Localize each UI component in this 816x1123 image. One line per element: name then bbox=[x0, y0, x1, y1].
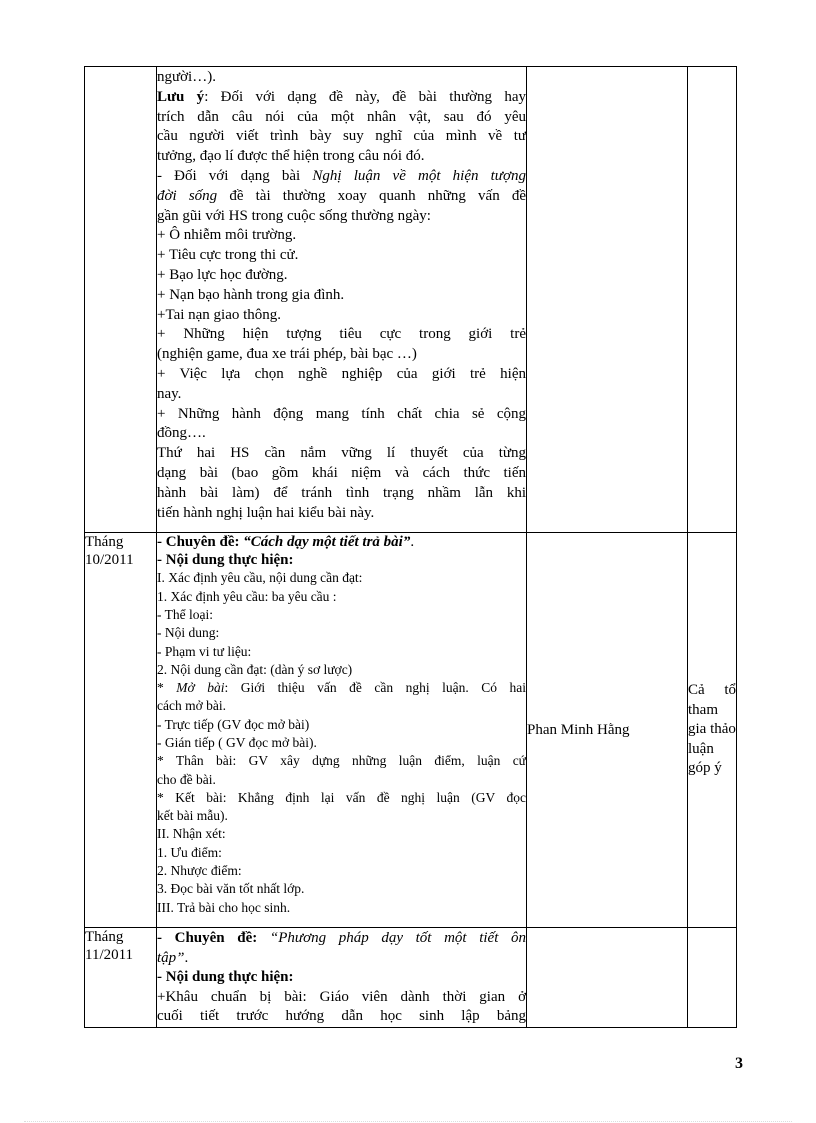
content-line: - Trực tiếp (GV đọc mở bài) bbox=[157, 716, 310, 732]
content-cell bbox=[157, 927, 527, 1027]
content-line: nay. bbox=[157, 385, 182, 402]
content-cell bbox=[157, 533, 527, 928]
month-cell: Tháng 11/2011 bbox=[85, 927, 157, 1027]
person-cell: Phan Minh Hằng bbox=[527, 533, 688, 928]
note-first-line: Cả tổ bbox=[688, 682, 736, 699]
content-line: + Việc lựa chọn nghề nghiệp của giới trẻ hiện bbox=[157, 365, 526, 382]
table-row bbox=[85, 927, 737, 1027]
content-line: + Những hành động mang tính chất chia sẻ cộng bbox=[157, 405, 526, 422]
page-divider bbox=[24, 1121, 792, 1122]
topic-line: - Chuyên đề: “Cách dạy một tiết trả bài”. bbox=[157, 534, 415, 551]
topic-title: “Phương pháp dạy tốt một tiết ôn bbox=[269, 929, 526, 946]
content-line: - Đối với dạng bài Nghị luận về một hiện tượng bbox=[157, 167, 526, 184]
content-line: dạng bài (bao gồm khái niệm và cách thức tiến bbox=[157, 464, 526, 481]
person-cell bbox=[527, 927, 688, 1027]
topic-line bbox=[157, 929, 526, 949]
content-line: 3. Đọc bài văn tốt nhất lớp. bbox=[157, 881, 305, 897]
content-line: Thứ hai HS cần nắm vững lí thuyết của từng bbox=[157, 445, 526, 462]
topic-label: - Chuyên đề: bbox=[157, 534, 244, 551]
content-line: tưởng, đạo lí được thể hiện trong câu nói đó. bbox=[157, 148, 425, 165]
content-line: cầu người viết trình bày suy nghĩ của mình về tư bbox=[157, 128, 526, 145]
topic-line: tập”. bbox=[157, 949, 189, 966]
note-label: Lưu ý bbox=[157, 88, 205, 105]
topic-title: “Cách dạy một tiết trả bài” bbox=[243, 534, 411, 551]
note-cell bbox=[688, 927, 737, 1027]
topic-label: - Chuyên đề: bbox=[157, 929, 270, 946]
content-line: - Gián tiếp ( GV đọc mở bài). bbox=[157, 735, 317, 750]
content-cell bbox=[157, 67, 527, 533]
content-line: kết bài mẫu). bbox=[157, 808, 228, 824]
table-row bbox=[85, 533, 737, 928]
content-line: + Những hiện tượng tiêu cực trong giới trẻ bbox=[157, 326, 526, 343]
content-line: hành bài làm) để tránh tình trạng nhầm lẫn khi bbox=[157, 484, 526, 501]
content-line: + Ô nhiễm môi trường. bbox=[157, 227, 297, 244]
note-line: Lưu ý: Đối với dạng đề này, đề bài thường hay bbox=[157, 88, 526, 105]
month-cell: Tháng 10/2011 bbox=[85, 533, 157, 928]
content-line: (nghiện game, đua xe trái phép, bài bạc …) bbox=[157, 346, 417, 363]
content-line: 1. Ưu điểm: bbox=[157, 844, 222, 860]
content-line: 2. Nhược điểm: bbox=[157, 863, 242, 879]
note-line: luận bbox=[688, 740, 714, 757]
content-line: + Nạn bạo hành trong gia đình. bbox=[157, 286, 345, 303]
content-line: trích dẫn câu nói của một nhân vật, sau đó yêu bbox=[157, 108, 526, 125]
page-number: 3 bbox=[735, 1055, 743, 1072]
content-line: +Tai nạn giao thông. bbox=[157, 306, 282, 323]
content-line: tiến hành nghị luận hai kiểu bài này. bbox=[157, 504, 375, 521]
content-line: 2. Nội dung cần đạt: (dàn ý sơ lược) bbox=[157, 661, 353, 677]
content-line: +Khâu chuẩn bị bài: Giáo viên dành thời gian ở bbox=[157, 988, 526, 1005]
note-cell bbox=[688, 533, 737, 928]
content-line: cho đề bài. bbox=[157, 771, 216, 787]
note-line: góp ý bbox=[688, 760, 722, 777]
month-cell bbox=[85, 67, 157, 533]
content-line: * Thân bài: GV xây dựng những luận điểm, luận cứ bbox=[157, 753, 526, 769]
note-line: gia thảo bbox=[688, 721, 736, 738]
content-line: - Nội dung: bbox=[157, 625, 220, 641]
content-line: * Kết bài: Khẳng định lại vấn đề nghị luận (GV đọc bbox=[157, 789, 526, 805]
content-line: + Bạo lực học đường. bbox=[157, 266, 288, 283]
table-row bbox=[85, 67, 737, 533]
content-line: cuối tiết trước hướng dẫn học sinh lập bảng bbox=[157, 1008, 526, 1025]
content-line: gần gũi với HS trong cuộc sống thường ngày: bbox=[157, 207, 431, 224]
content-line: người…). bbox=[157, 69, 216, 85]
activity-table bbox=[84, 66, 737, 1028]
person-cell bbox=[527, 67, 688, 533]
content-line: + Tiêu cực trong thi cử. bbox=[157, 247, 299, 264]
content-line: cách mở bài. bbox=[157, 698, 226, 714]
content-heading: - Nội dung thực hiện: bbox=[157, 552, 294, 569]
content-line: đồng…. bbox=[157, 425, 206, 442]
content-line: - Phạm vi tư liệu: bbox=[157, 643, 252, 659]
content-line: I. Xác định yêu cầu, nội dung cần đạt: bbox=[157, 570, 363, 586]
content-line: đời sống đề tài thường xoay quanh những vấn đề bbox=[157, 187, 527, 204]
note-cell bbox=[688, 67, 737, 533]
content-line: III. Trả bài cho học sinh. bbox=[157, 899, 291, 915]
content-line: * Mở bài: Giới thiệu vấn đề cần nghị luận. Có hai bbox=[157, 680, 527, 696]
content-line: 1. Xác định yêu cầu: ba yêu cầu : bbox=[157, 588, 337, 604]
note-line: tham bbox=[688, 701, 718, 718]
content-heading: - Nội dung thực hiện: bbox=[157, 969, 294, 986]
content-line: II. Nhận xét: bbox=[157, 826, 226, 842]
content-line: - Thể loại: bbox=[157, 606, 213, 622]
